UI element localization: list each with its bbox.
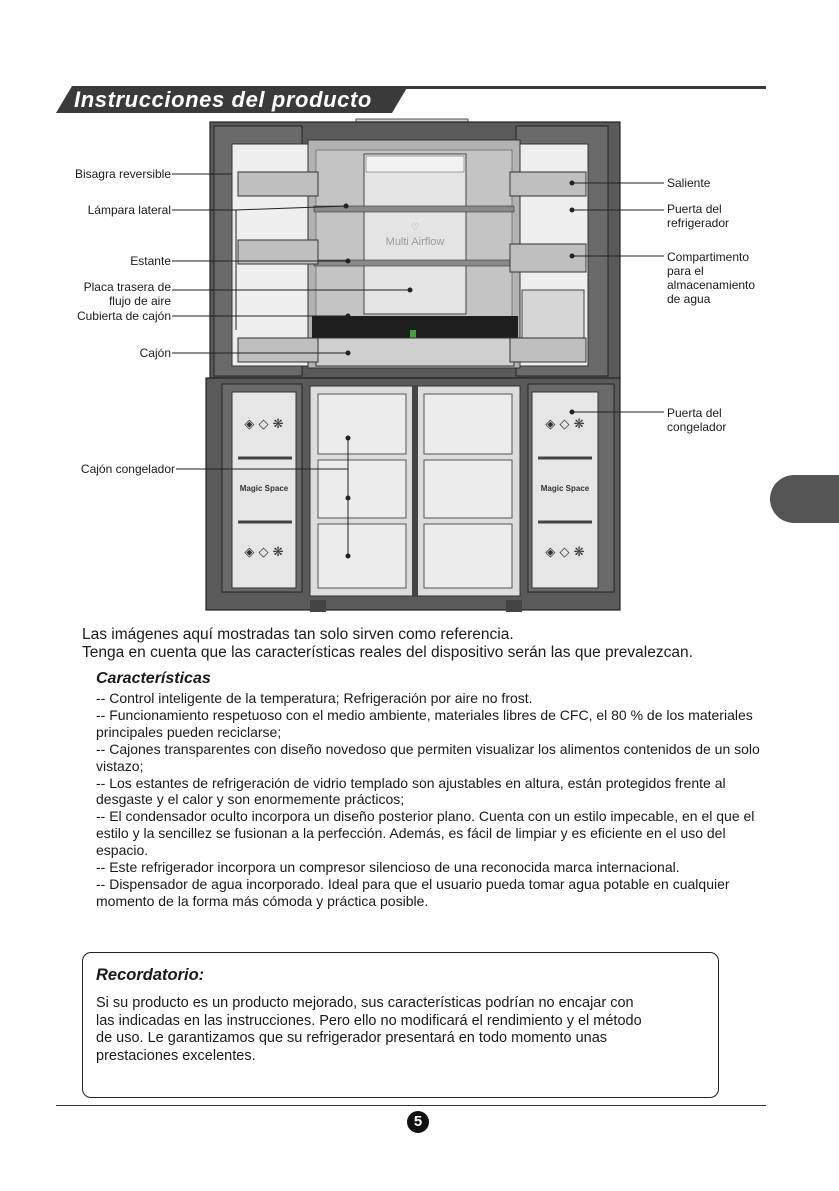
label-puerta-cong-2: congelador — [667, 420, 727, 434]
features-title: Características — [96, 670, 211, 687]
label-saliente: Saliente — [667, 176, 711, 190]
airflow-heart-icon: ♡ — [410, 223, 420, 233]
feature-item: -- Dispensador de agua incorporado. Ideal para que el usuario pueda tomar agua potable en cualquier momento de la forma más cómoda y práctica posible. — [96, 875, 730, 909]
reference-line-2: Tenga en cuenta que las características reales del dispositivo serán las que prevalezcan. — [82, 644, 693, 661]
page-number: 5 — [407, 1111, 429, 1133]
feature-item: -- Control inteligente de la temperatura; Refrigeración por aire no frost. — [96, 690, 533, 706]
label-cajon-congelador: Cajón congelador — [80, 462, 175, 476]
food-icons: ◈ ◇ ❋ — [244, 417, 284, 432]
feature-item: -- Cajones transparentes con diseño novedoso que permiten visualizar los alimentos contenidos de un solo vistazo; — [96, 740, 760, 774]
label-cubierta: Cubierta de cajón — [76, 309, 171, 323]
label-cajon: Cajón — [139, 346, 171, 360]
multi-airflow-text: Multi Airflow — [385, 236, 445, 248]
magic-space-label: Magic Space — [540, 484, 590, 493]
reminder-title: Recordatorio: — [96, 966, 205, 984]
label-comp-2: para el — [667, 264, 704, 278]
label-comp-4: de agua — [667, 292, 711, 306]
feature-item: -- Este refrigerador incorpora un compresor silencioso de una reconocida marca internacional. — [96, 859, 680, 876]
feature-item: -- Los estantes de refrigeración de vidrio templado son ajustables en altura, están protegidos frente al desgaste y el calor y son enormemente prácticos; — [96, 774, 726, 808]
footer-rule — [56, 1105, 766, 1106]
reference-line-1: Las imágenes aquí mostradas tan solo sirven como referencia. — [82, 626, 514, 643]
reference-note — [82, 626, 693, 662]
features-list — [96, 690, 776, 910]
feature-item: -- Funcionamiento respetuoso con el medio ambiente, materiales libres de CFC, el 80 % de los materiales principales pueden reciclarse; — [96, 706, 753, 740]
label-estante: Estante — [130, 254, 171, 268]
label-placa-2: flujo de aire — [108, 294, 171, 308]
label-comp-1: Compartimento — [667, 250, 750, 264]
feature-item: -- El condensador oculto incorpora un diseño posterior plano. Cuenta con un estilo impecable, en el que el estilo y la sencillez se fusionan a la perfección. Además, es fácil de limpiar y es eficiente en el uso del espacio. — [96, 808, 755, 859]
food-icons: ◈ ◇ ❋ — [545, 417, 585, 432]
label-bisagra: Bisagra reversible — [74, 167, 171, 181]
page-title: Instrucciones del producto — [74, 87, 372, 112]
food-icons: ◈ ◇ ❋ — [244, 545, 284, 560]
reminder-text: Si su producto es un producto mejorado, sus características podrían no encajar con las indicadas en las instrucciones. Pero ello no modificará el rendimiento y el método de uso. Le garantizamos que su refrigerador presentará en todo momento unas prestaciones excelentes. — [96, 995, 642, 1064]
label-placa-1: Placa trasera de — [83, 280, 171, 294]
magic-space-label: Magic Space — [239, 484, 289, 493]
label-puerta-ref-1: Puerta del — [667, 202, 722, 216]
label-comp-3: almacenamiento — [667, 278, 756, 292]
label-lampara: Lámpara lateral — [87, 203, 171, 217]
label-puerta-ref-2: refrigerador — [667, 216, 730, 230]
food-icons: ◈ ◇ ❋ — [545, 545, 585, 560]
label-puerta-cong-1: Puerta del — [667, 406, 722, 420]
